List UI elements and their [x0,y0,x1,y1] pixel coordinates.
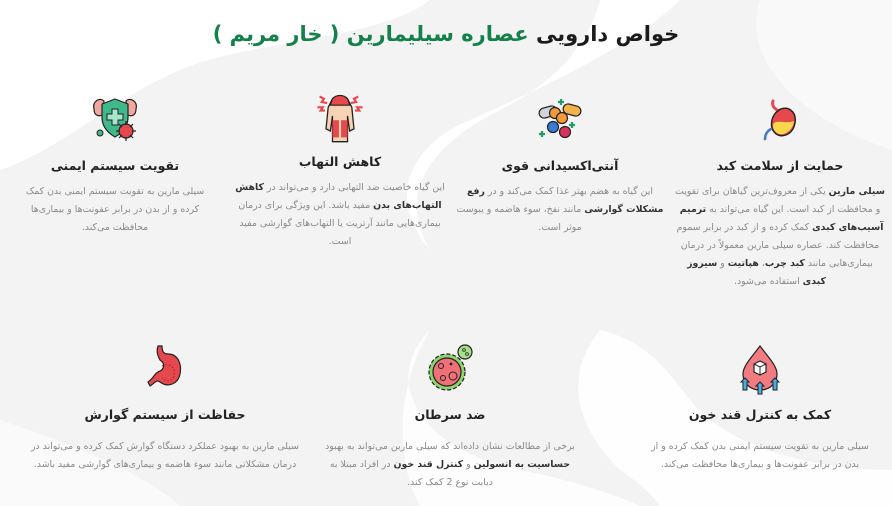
card-blood-sugar [645,342,875,474]
highlight-text: سیروز کبدی [687,258,826,287]
card-body: سیلی مارین یکی از معروف‌ترین گیاهان برای تقویت و محافظت از کبد است. این گیاه می‌تواند به ترمیم آسیب‌های کبدی کمک کرده و از کبد در برابر سموم محافظت کند. عصاره سیلی مارین معمولاً در درمان بیماری‌هایی مانند کبد چرب، هپاتیت و سیروز کبدی استفاده می‌شود. [675,186,885,287]
card-antioxidant [455,93,665,237]
card-body: این گیاه به هضم بهتر غذا کمک می‌کند و در رفع مشکلات گوارشی مانند نفخ، سوء هاضمه و یبوست موثر است. [456,186,664,233]
card-inflammation [235,88,445,251]
highlight-text: کنترل قند خون [393,459,464,470]
card-title: تقویت سیستم ایمنی [50,158,180,173]
inflammation-body-icon [311,88,369,146]
title-prefix: خواص دارویی [535,22,680,47]
blood-sugar-icon [733,342,787,396]
card-title: حمایت از سلامت کبد [716,158,844,173]
card-body: سیلی مارین به تقویت سیستم ایمنی بدن کمک کرده و از بدن در برابر عفونت‌ها و بیماری‌ها محافظت می‌کند. [25,186,205,233]
highlight-text: رفع مشکلات گوارشی [466,186,664,215]
card-immune [20,93,210,237]
stomach-icon [138,342,192,396]
highlight-text: سیلی مارین [828,186,885,197]
card-title: حفاظت از سیستم گوارش [84,407,246,422]
highlight-text: ترمیم آسیب‌های کبدی [679,204,884,233]
card-title: ضد سرطان [414,407,486,422]
card-title: کمک به کنترل قند خون [688,407,832,422]
page-title [0,22,892,46]
card-digestive [30,342,300,474]
liver-icon [753,93,807,147]
card-body: این گیاه خاصیت ضد التهابی دارد و می‌تواند در کاهش التهاب‌های بدن مفید باشد. این ویژگی برای درمان بیماری‌هایی مانند آرتریت یا التهاب‌های گوارشی مفید است. [235,182,445,247]
highlight-text: حساسیت به انسولین [473,459,571,470]
highlight-text: کاهش التهاب‌های بدن [235,182,442,211]
card-anti-cancer [325,342,575,492]
cancer-cell-icon [423,342,477,396]
highlight-text: کبد چرب [764,258,805,269]
title-accent: عصاره سیلیمارین ( خار مریم ) [212,22,529,47]
card-body: سیلی مارین به بهبود عملکرد دستگاه گوارش کمک کرده و می‌تواند در درمان مشکلاتی مانند سوء هاضمه و بیماری‌های گوارشی مفید باشد. [31,441,299,470]
card-title: کاهش التهاب [298,154,382,169]
card-title: آنتی‌اکسیدانی قوی [501,158,619,173]
card-liver-health [675,93,885,291]
highlight-text: هپاتیت [727,258,759,269]
immune-shield-icon [88,93,142,147]
card-body: سیلی مارین به تقویت سیستم ایمنی بدن کمک کرده و از بدن در برابر عفونت‌ها و بیماری‌ها محافظت می‌کند. [651,441,869,470]
vitamins-icon [533,93,587,147]
card-body: برخی از مطالعات نشان داده‌اند که سیلی مارین می‌تواند به بهبود حساسیت به انسولین و کنترل قند خون در افراد مبتلا به دیابت نوع 2 کمک کند. [325,441,575,488]
